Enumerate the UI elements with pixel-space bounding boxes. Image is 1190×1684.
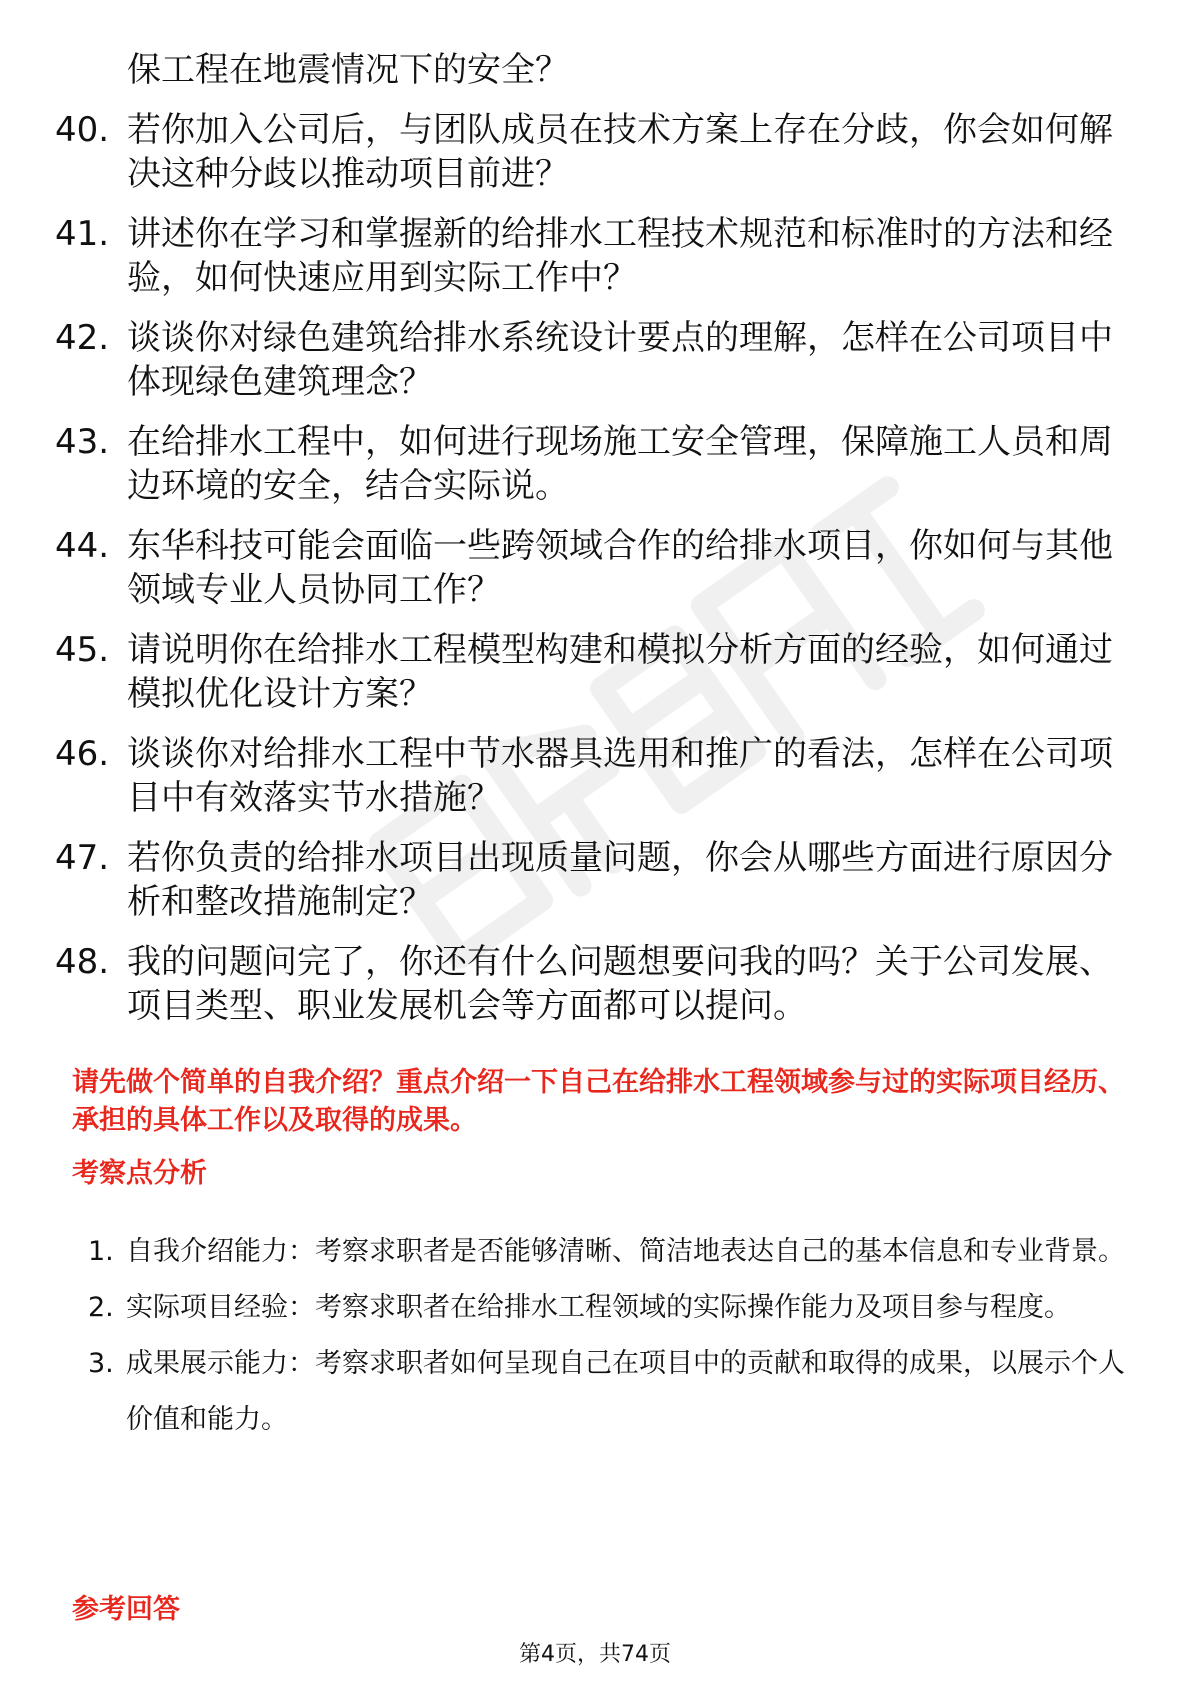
question-number: 48. xyxy=(55,942,110,982)
reference-title: 参考回答 xyxy=(72,1594,180,1625)
question-text: 若你负责的给排水项目出现质量问题，你会从哪些方面进行原因分析和整改措施制定？ xyxy=(127,838,1113,922)
question-text: 请说明你在给排水工程模型构建和模拟分析方面的经验，如何通过模拟优化设计方案？ xyxy=(127,630,1113,714)
analysis-item xyxy=(72,1280,1132,1336)
analysis-text: 实际项目经验：考察求职者在给排水工程领域的实际操作能力及项目参与程度。 xyxy=(126,1292,1071,1323)
analysis-title: 考察点分析 xyxy=(72,1158,207,1189)
question-number: 41. xyxy=(55,214,110,254)
question-item xyxy=(55,316,1135,404)
highlight-question: 请先做个简单的自我介绍？重点介绍一下自己在给排水工程领域参与过的实际项目经历、承担的具体工作以及取得的成果。 xyxy=(72,1067,1125,1136)
analysis-item xyxy=(72,1336,1132,1448)
question-number: 40. xyxy=(55,110,110,150)
analysis-text: 成果展示能力：考察求职者如何呈现自己在项目中的贡献和取得的成果，以展示个人价值和能力。 xyxy=(126,1348,1125,1435)
question-number: 43. xyxy=(55,422,110,462)
analysis-number: 2. xyxy=(88,1292,114,1323)
analysis-item xyxy=(72,1224,1132,1280)
analysis-number: 3. xyxy=(88,1348,114,1379)
analysis-number: 1. xyxy=(88,1236,114,1267)
question-item xyxy=(55,524,1135,612)
question-item xyxy=(55,420,1135,508)
question-text: 讲述你在学习和掌握新的给排水工程技术规范和标准时的方法和经验，如何快速应用到实际工作中？ xyxy=(127,214,1113,298)
question-text: 若你加入公司后，与团队成员在技术方案上存在分歧，你会如何解决这种分歧以推动项目前进？ xyxy=(127,110,1113,194)
question-text: 我的问题问完了，你还有什么问题想要问我的吗？关于公司发展、项目类型、职业发展机会等方面都可以提问。 xyxy=(127,942,1113,1026)
question-number: 46. xyxy=(55,734,110,774)
question-continuation xyxy=(55,48,1135,92)
question-text: 谈谈你对绿色建筑给排水系统设计要点的理解，怎样在公司项目中体现绿色建筑理念？ xyxy=(127,318,1113,402)
question-item xyxy=(55,212,1135,300)
question-list xyxy=(55,48,1135,1044)
page-number: 第4页，共74页 xyxy=(519,1642,671,1667)
question-number: 42. xyxy=(55,318,110,358)
question-item xyxy=(55,836,1135,924)
question-item xyxy=(55,628,1135,716)
question-item xyxy=(55,732,1135,820)
question-number: 47. xyxy=(55,838,110,878)
question-number: 45. xyxy=(55,630,110,670)
question-text: 东华科技可能会面临一些跨领域合作的给排水项目，你如何与其他领域专业人员协同工作？ xyxy=(127,526,1113,610)
question-text: 谈谈你对给排水工程中节水器具选用和推广的看法，怎样在公司项目中有效落实节水措施？ xyxy=(127,734,1113,818)
question-text: 在给排水工程中，如何进行现场施工安全管理，保障施工人员和周边环境的安全，结合实际说。 xyxy=(127,422,1113,506)
analysis-list xyxy=(72,1224,1132,1448)
question-item xyxy=(55,108,1135,196)
question-item xyxy=(55,940,1135,1028)
question-number: 44. xyxy=(55,526,110,566)
analysis-text: 自我介绍能力：考察求职者是否能够清晰、简洁地表达自己的基本信息和专业背景。 xyxy=(126,1236,1125,1267)
question-text: 保工程在地震情况下的安全？ xyxy=(127,50,569,90)
